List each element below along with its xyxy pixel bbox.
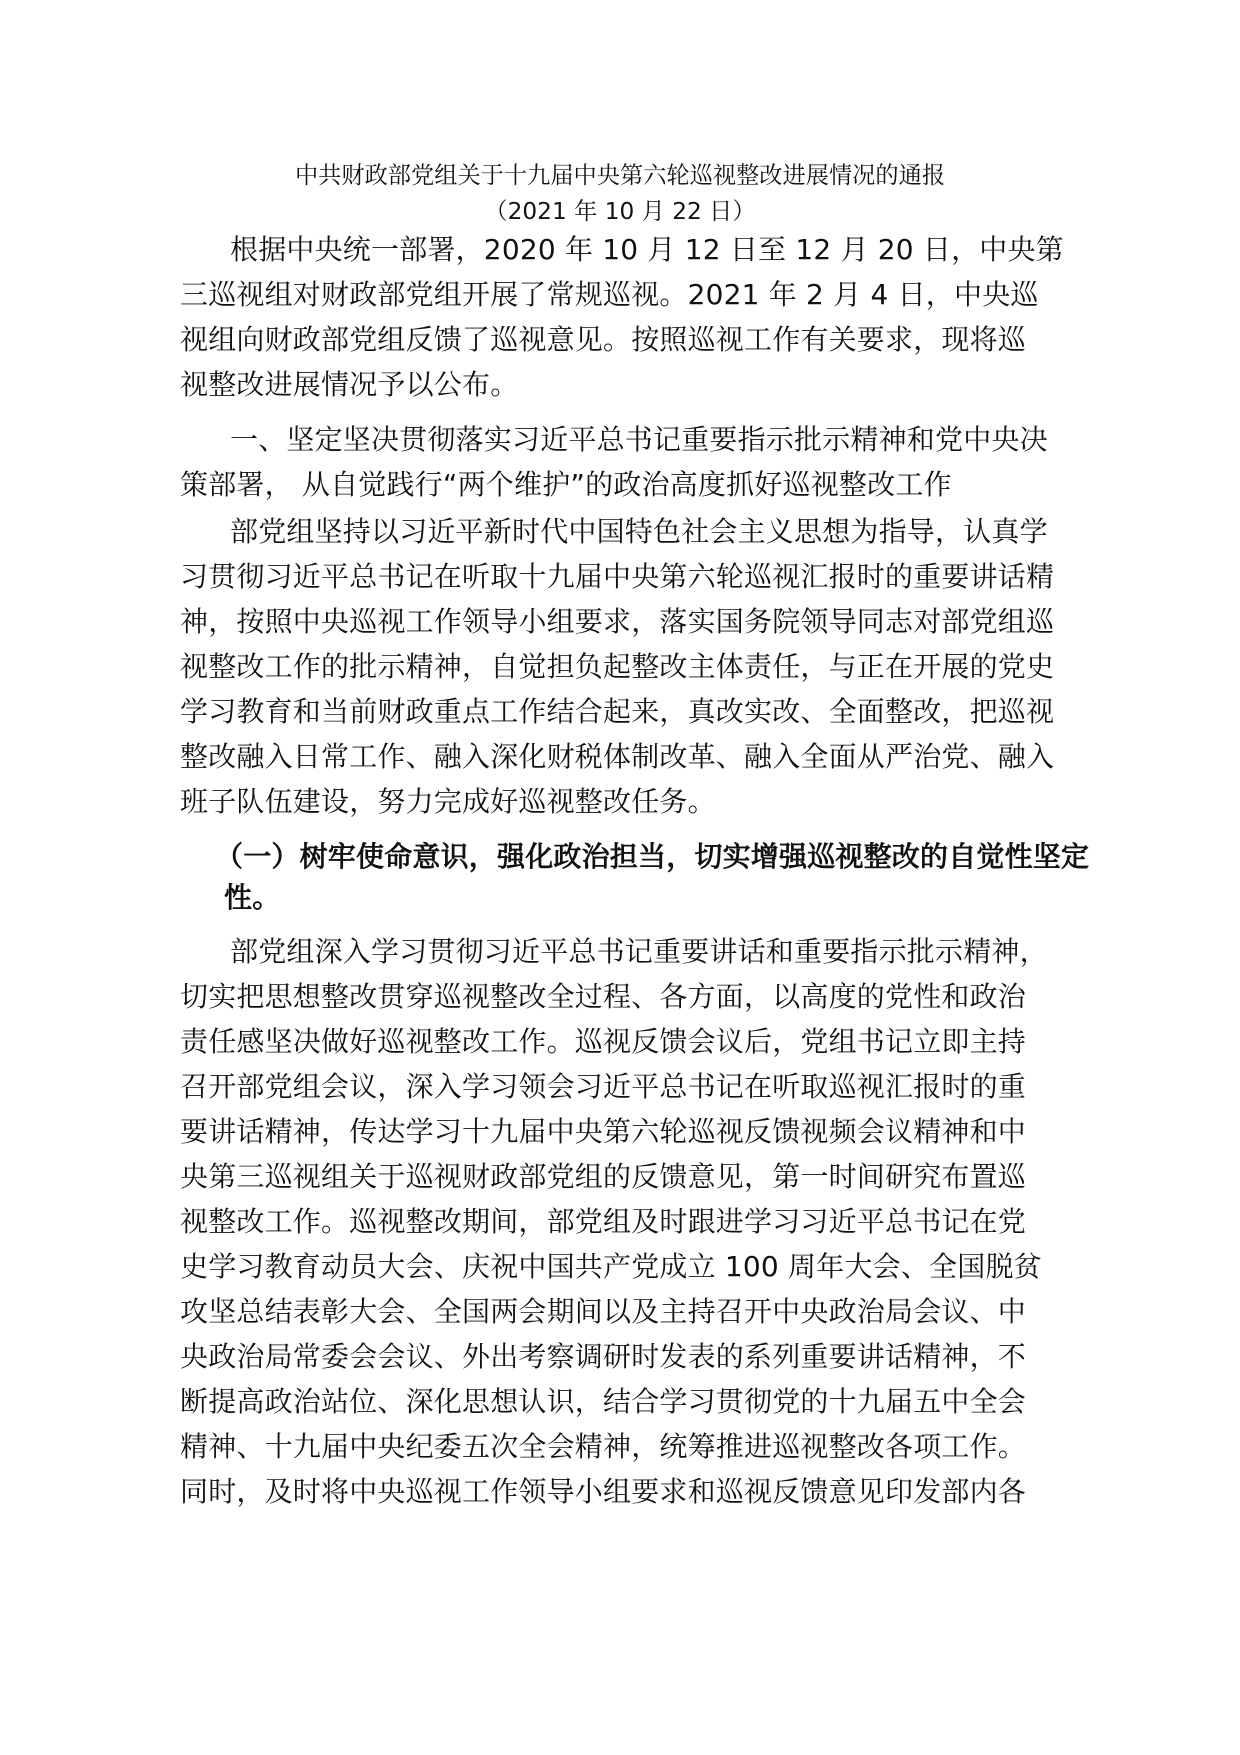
subsection-heading-line: （一）树牢使命意识，强化政治担当，切实增强巡视整改的自觉性坚定 [215, 840, 1090, 873]
document-title: 中共财政部党组关于十九届中央第六轮巡视整改进展情况的通报 [294, 162, 946, 189]
paragraph-line: 切实把思想整改贯穿巡视整改全过程、各方面，以高度的党性和政治 [180, 980, 1027, 1013]
section-heading-line: 策部署， 从自觉践行“两个维护”的政治高度抓好巡视整改工作 [180, 468, 952, 501]
paragraph-line: 央政治局常委会会议、外出考察调研时发表的系列重要讲话精神，不 [180, 1340, 1027, 1373]
paragraph-line: 责任感坚决做好巡视整改工作。巡视反馈会议后，党组书记立即主持 [180, 1025, 1027, 1058]
subsection-heading-line: 性。 [224, 881, 281, 914]
paragraph-line: 召开部党组会议，深入学习领会习近平总书记在听取巡视汇报时的重 [180, 1070, 1027, 1103]
paragraph-line: 视组向财政部党组反馈了巡视意见。按照巡视工作有关要求，现将巡 [180, 323, 1027, 356]
paragraph-line: 视整改工作。巡视整改期间，部党组及时跟进学习习近平总书记在党 [180, 1205, 1027, 1238]
paragraph-line: 神，按照中央巡视工作领导小组要求，落实国务院领导同志对部党组巡 [180, 605, 1055, 638]
section-heading-line: 一、坚定坚决贯彻落实习近平总书记重要指示批示精神和党中央决 [230, 423, 1048, 456]
paragraph-line: 习贯彻习近平总书记在听取十九届中央第六轮巡视汇报时的重要讲话精 [180, 560, 1055, 593]
paragraph-line: 部党组坚持以习近平新时代中国特色社会主义思想为指导，认真学 [230, 515, 1048, 548]
paragraph-line: 班子队伍建设，努力完成好巡视整改任务。 [180, 785, 716, 818]
paragraph-line: 学习教育和当前财政重点工作结合起来，真改实改、全面整改，把巡视 [180, 695, 1055, 728]
paragraph-line: 视整改工作的批示精神，自觉担负起整改主体责任，与正在开展的党史 [180, 650, 1055, 683]
paragraph-line: 央第三巡视组关于巡视财政部党组的反馈意见，第一时间研究布置巡 [180, 1160, 1027, 1193]
paragraph-line: 三巡视组对财政部党组开展了常规巡视。2021 年 2 月 4 日，中央巡 [180, 278, 1039, 311]
document-date: （2021 年 10 月 22 日） [484, 198, 756, 225]
paragraph-line: 视整改进展情况予以公布。 [180, 368, 519, 401]
paragraph-line: 断提高政治站位、深化思想认识，结合学习贯彻党的十九届五中全会 [180, 1385, 1027, 1418]
paragraph-line: 部党组深入学习贯彻习近平总书记重要讲话和重要指示批示精神， [230, 935, 1048, 968]
paragraph-line: 要讲话精神，传达学习十九届中央第六轮巡视反馈视频会议精神和中 [180, 1115, 1027, 1148]
paragraph-line: 整改融入日常工作、融入深化财税体制改革、融入全面从严治党、融入 [180, 740, 1055, 773]
paragraph-line: 精神、十九届中央纪委五次全会精神，统筹推进巡视整改各项工作。 [180, 1430, 1027, 1463]
paragraph-line: 根据中央统一部署，2020 年 10 月 12 日至 12 月 20 日，中央第 [230, 233, 1064, 266]
paragraph-line: 攻坚总结表彰大会、全国两会期间以及主持召开中央政治局会议、中 [180, 1295, 1027, 1328]
paragraph-line: 史学习教育动员大会、庆祝中国共产党成立 100 周年大会、全国脱贫 [180, 1250, 1042, 1283]
paragraph-line: 同时，及时将中央巡视工作领导小组要求和巡视反馈意见印发部内各 [180, 1475, 1027, 1508]
